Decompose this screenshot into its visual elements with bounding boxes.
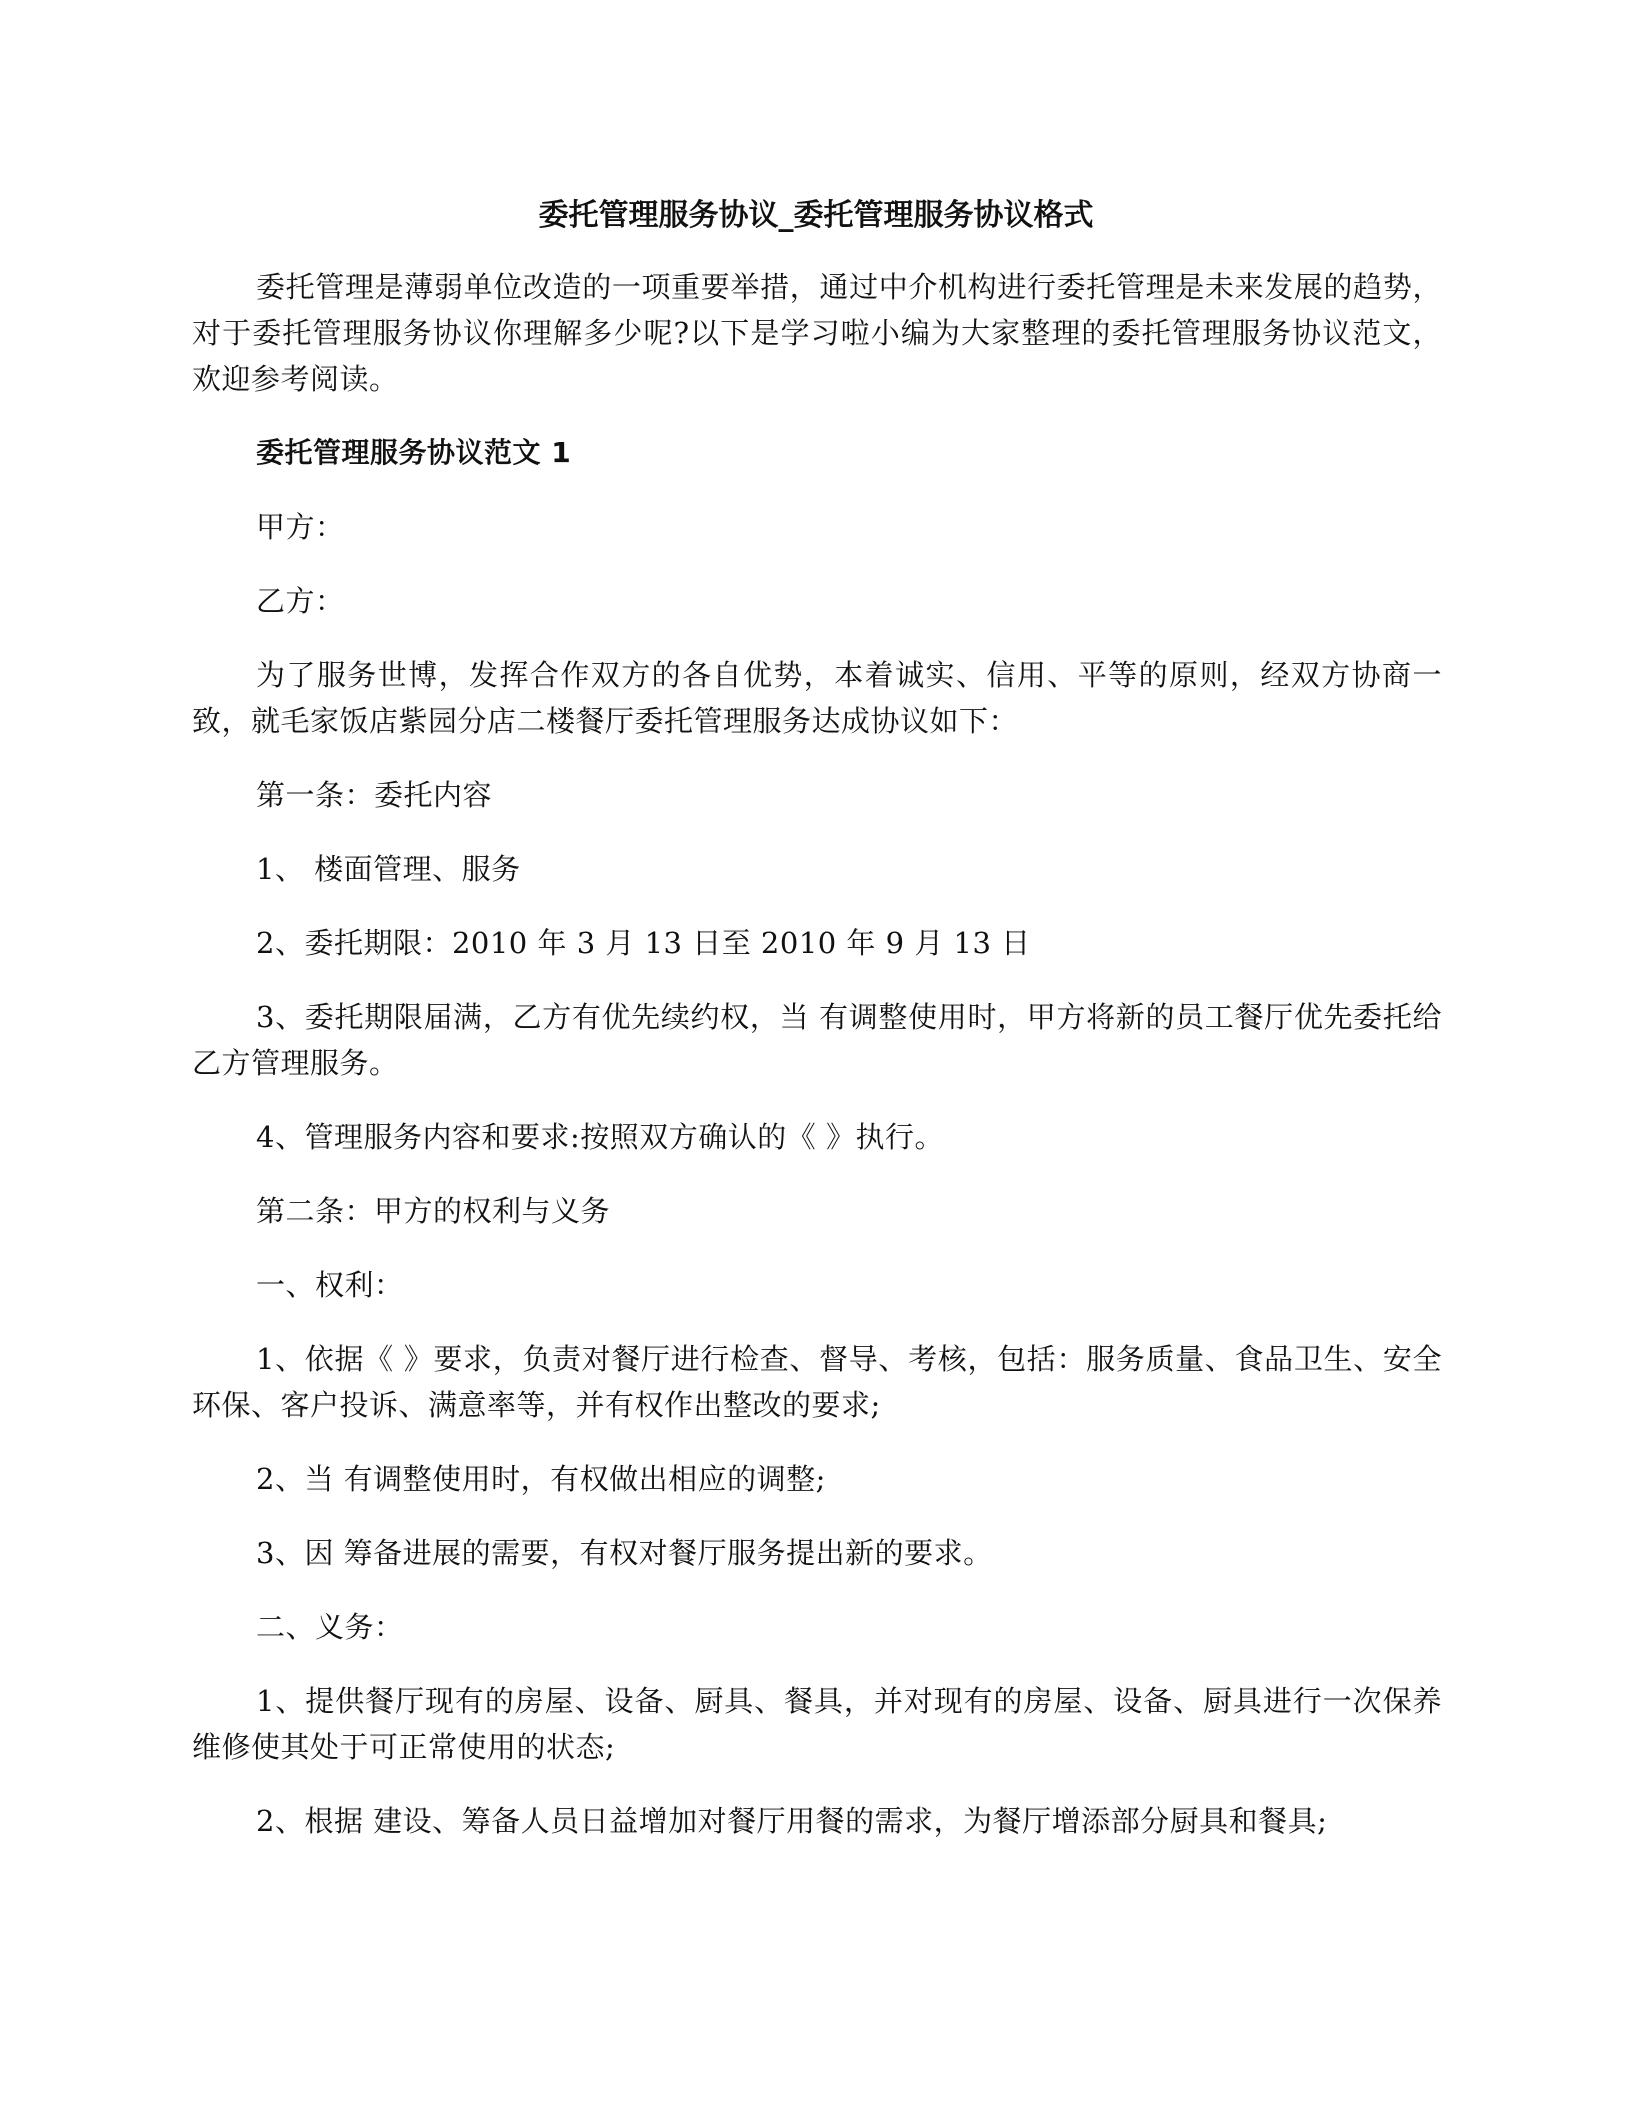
obligations-heading: 二、义务： [256,1610,404,1644]
section-heading: 委托管理服务协议范文 1 [256,436,572,469]
obligations-item-1: 1、提供餐厅现有的房屋、设备、厨具、餐具，并对现有的房屋、设备、厨具进行一次保养维修使其处于可正常使用的状态; [192,1684,1442,1764]
preamble-paragraph: 为了服务世博，发挥合作双方的各自优势，本着诚实、信用、平等的原则，经双方协商一致，就毛家饭店紫园分店二楼餐厅委托管理服务达成协议如下： [192,658,1442,738]
rights-item-3: 3、因 筹备进展的需要，有权对餐厅服务提出新的要求。 [256,1536,993,1570]
obligations-item-2: 2、根据 建设、筹备人员日益增加对餐厅用餐的需求，为餐厅增添部分厨具和餐具; [256,1804,1328,1838]
article-1-item-2: 2、委托期限：2010 年 3 月 13 日至 2010 年 9 月 13 日 [256,926,1031,960]
intro-paragraph: 委托管理是薄弱单位改造的一项重要举措，通过中介机构进行委托管理是未来发展的趋势，对于委托管理服务协议你理解多少呢?以下是学习啦小编为大家整理的委托管理服务协议范文，欢迎参考阅读。 [192,270,1442,396]
document-body [192,264,1442,1872]
party-a-line: 甲方： [256,510,345,544]
article-1-heading: 第一条：委托内容 [256,778,493,812]
rights-item-2: 2、当 有调整使用时，有权做出相应的调整; [256,1462,826,1496]
article-1-item-3: 3、委托期限届满，乙方有优先续约权，当 有调整使用时，甲方将新的员工餐厅优先委托给乙方管理服务。 [192,1000,1442,1080]
article-1-item-1: 1、 楼面管理、服务 [256,852,521,886]
rights-item-1: 1、依据《 》要求，负责对餐厅进行检查、督导、考核，包括：服务质量、食品卫生、安全环保、客户投诉、满意率等，并有权作出整改的要求; [192,1342,1442,1422]
article-2-heading: 第二条：甲方的权利与义务 [256,1194,611,1228]
party-b-line: 乙方： [256,584,345,618]
rights-heading: 一、权利： [256,1268,404,1302]
article-1-item-4: 4、管理服务内容和要求:按照双方确认的《 》执行。 [256,1120,944,1154]
page-title: 委托管理服务协议_委托管理服务协议格式 [538,198,1094,233]
